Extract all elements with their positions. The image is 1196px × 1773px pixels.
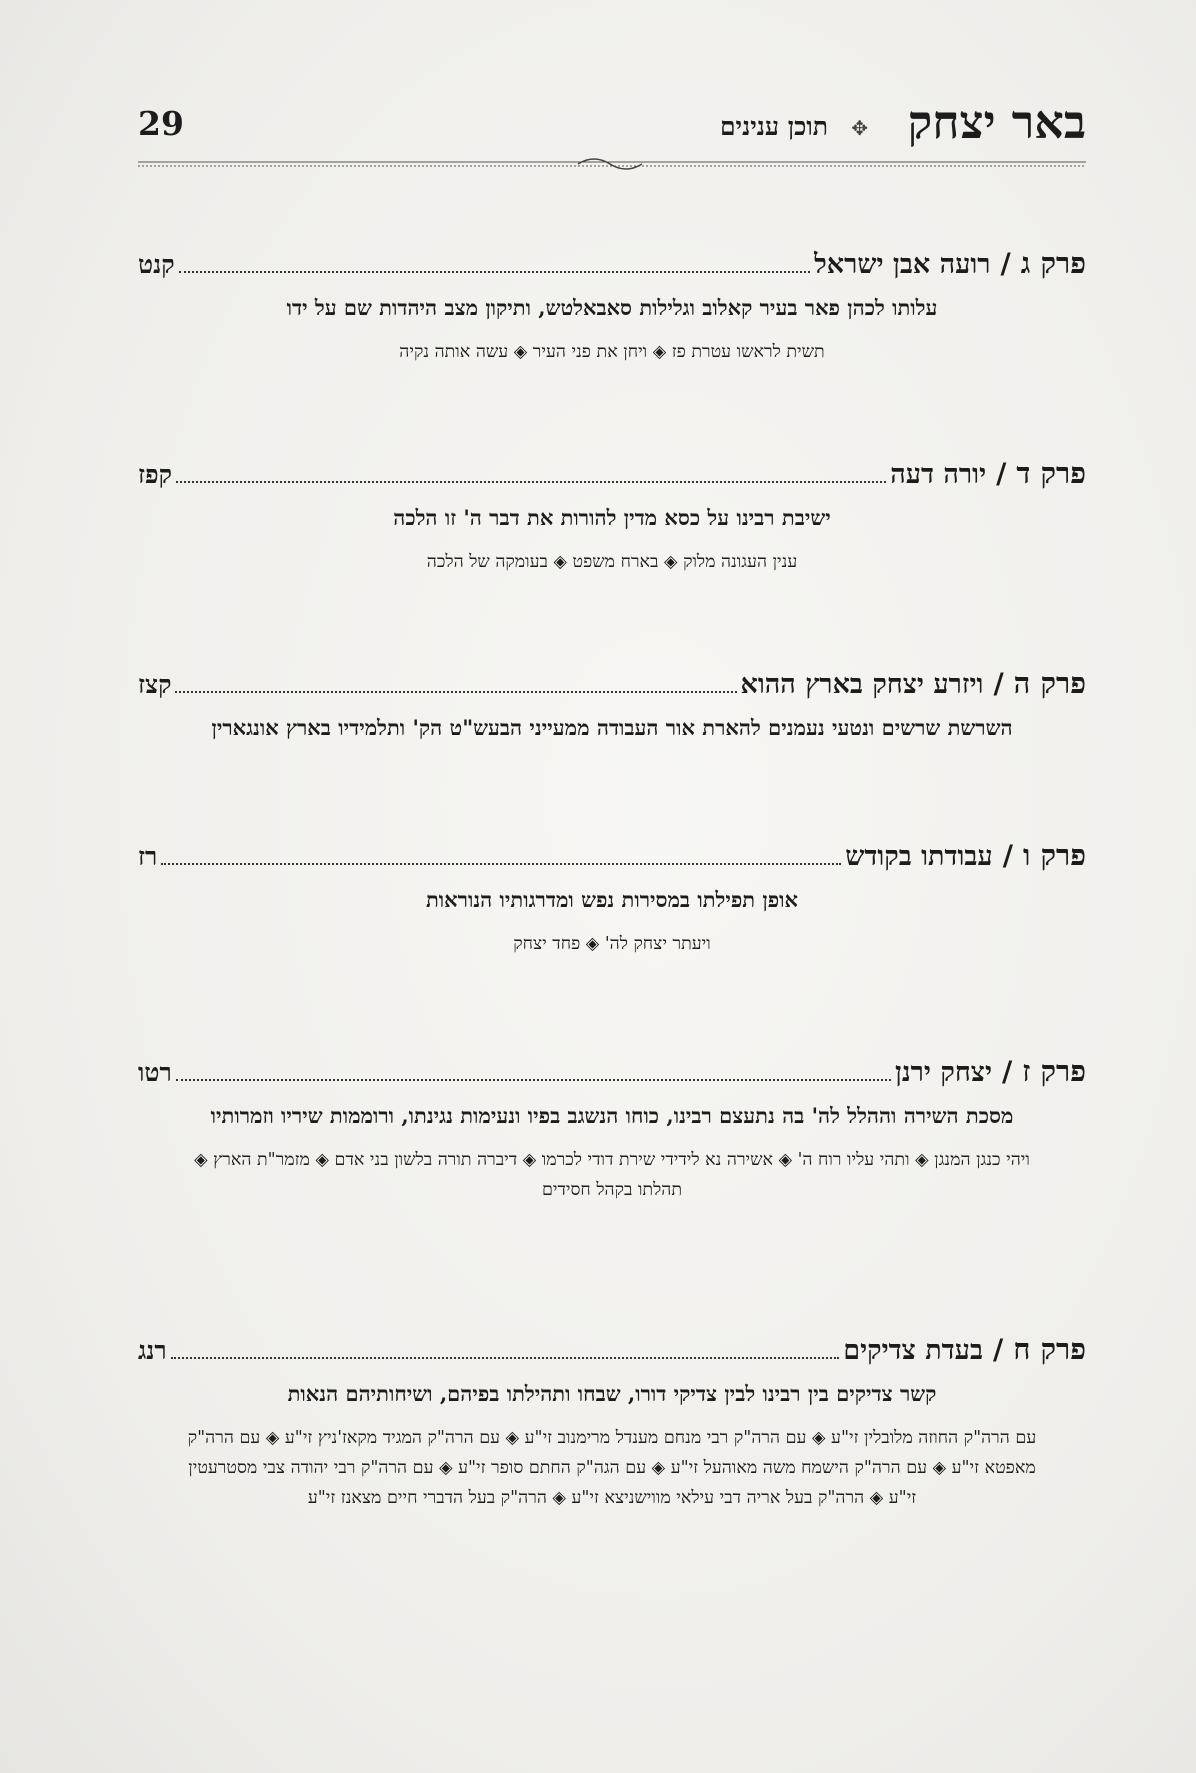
separator: / (992, 1333, 1004, 1366)
chapter-entry-6 (138, 838, 1086, 959)
chapter-heading[interactable] (138, 666, 1086, 701)
chapter-summary: אופן תפילתו במסירות נפש ומדרגותיו הנוראות (425, 887, 799, 912)
chapter-title: יורה דעה (890, 459, 987, 490)
separator: / (1002, 839, 1013, 872)
page-number: 29 (138, 104, 184, 143)
chapter-page: רנג (138, 1336, 167, 1365)
chapter-title: עבודתו בקודש (845, 841, 993, 872)
dot-leader (176, 1078, 891, 1081)
separator: / (996, 457, 1007, 490)
dot-leader (179, 270, 811, 273)
chapter-page: רטו (138, 1058, 172, 1087)
chapter-number: פרק ו (1022, 838, 1086, 872)
chapter-heading[interactable] (138, 456, 1086, 491)
chapter-number: פרק ה (1013, 666, 1086, 700)
chapter-heading[interactable] (138, 1054, 1086, 1089)
chapter-heading[interactable] (138, 1332, 1086, 1367)
chapter-number: פרק ד (1016, 456, 1086, 490)
separator: / (993, 667, 1004, 700)
chapter-heading[interactable] (138, 246, 1086, 281)
chapter-title: ויזרע יצחק בארץ ההוא (740, 669, 984, 700)
chapter-number: פרק ג (1020, 246, 1086, 280)
chapter-number: פרק ז (1022, 1054, 1086, 1088)
chapter-title: יצחק ירנן (894, 1057, 993, 1088)
chapter-number: פרק ח (1013, 1332, 1086, 1366)
dot-leader (161, 862, 841, 865)
chapter-subtopics: ענין העגונה מלוק ◈ בארח משפט ◈ בעומקה של הלכה (426, 552, 798, 572)
separator: / (1002, 1055, 1013, 1088)
chapter-summary: מסכת השירה וההלל לה' בה נתעצם רבינו, כוחו הנשגב בפיו ונעימות נגינתו, ורוממות שיריו וזמרותיו (210, 1103, 1014, 1128)
book-title: באר יצחק (907, 95, 1086, 149)
chapter-entry-3 (138, 246, 1086, 367)
dot-leader (176, 480, 886, 483)
header-rule (138, 158, 1086, 170)
chapter-subtopics: ויעתר יצחק לה' ◈ פחד יצחק (513, 934, 711, 954)
ornament-icon: ✥ (851, 116, 868, 140)
chapter-entry-7 (138, 1054, 1086, 1205)
separator: / (1000, 247, 1011, 280)
chapter-heading[interactable] (138, 838, 1086, 873)
chapter-subtopics: ויהי כנגן המנגן ◈ ותהי עליו רוח ה' ◈ אשירה נא לידידי שירת דודי לכרמו ◈ דיברה תורה בלשון בני אדם ◈ מזמר"ת הארץ ◈ תהלתו בקהל חסידים (194, 1150, 1030, 1200)
dot-leader (171, 1356, 840, 1359)
chapter-page: קצז (138, 670, 172, 699)
section-title: תוכן ענינים (719, 112, 828, 141)
chapter-entry-8 (138, 1332, 1086, 1513)
chapter-summary: עלותו לכהן פאר בעיר קאלוב וגלילות סאבאלטש, ותיקון מצב היהדות שם על ידו (286, 295, 938, 320)
chapter-page: רז (138, 842, 158, 871)
chapter-subtopics: תשית לראשו עטרת פז ◈ ויחן את פני העיר ◈ עשה אותה נקיה (399, 342, 825, 362)
chapter-page: קנט (138, 250, 175, 279)
chapter-subtopics: עם הרה"ק החוזה מלובלין זי"ע ◈ עם הרה"ק רבי מנחם מענדל מרימנוב זי"ע ◈ עם הרה"ק המגיד מקאז'ניץ זי"ע ◈ עם הרה"ק מאפטא זי"ע ◈ עם הרה"ק הישמח משה מאוהעל זי"ע ◈ עם הגה"ק החתם סופר זי"ע ◈ עם הרה"ק רבי יהודה צבי מסטרעטין זי"ע ◈ הרה"ק בעל אריה דבי עילאי מווישניצא זי"ע ◈ הרה"ק בעל הדברי חיים מצאנז זי"ע (187, 1428, 1037, 1508)
chapter-summary: ישיבת רבינו על כסא מדין להורות את דבר ה' זו הלכה (393, 505, 831, 530)
chapter-title: רועה אבן ישראל (814, 249, 991, 280)
chapter-summary: השרשת שרשים ונטעי נעמנים להארת אור העבודה ממעייני הבעש"ט הק' ותלמידיו בארץ אונגארין (211, 715, 1013, 740)
chapter-summary: קשר צדיקים בין רבינו לבין צדיקי דורו, שבחו ותהילתו בפיהם, ושיחותיהם הנאות (287, 1381, 937, 1406)
chapter-entry-4 (138, 456, 1086, 577)
dot-leader (175, 690, 736, 693)
chapter-page: קפז (138, 460, 172, 489)
chapter-title: בעדת צדיקים (843, 1335, 983, 1366)
chapter-entry-5 (138, 666, 1086, 745)
